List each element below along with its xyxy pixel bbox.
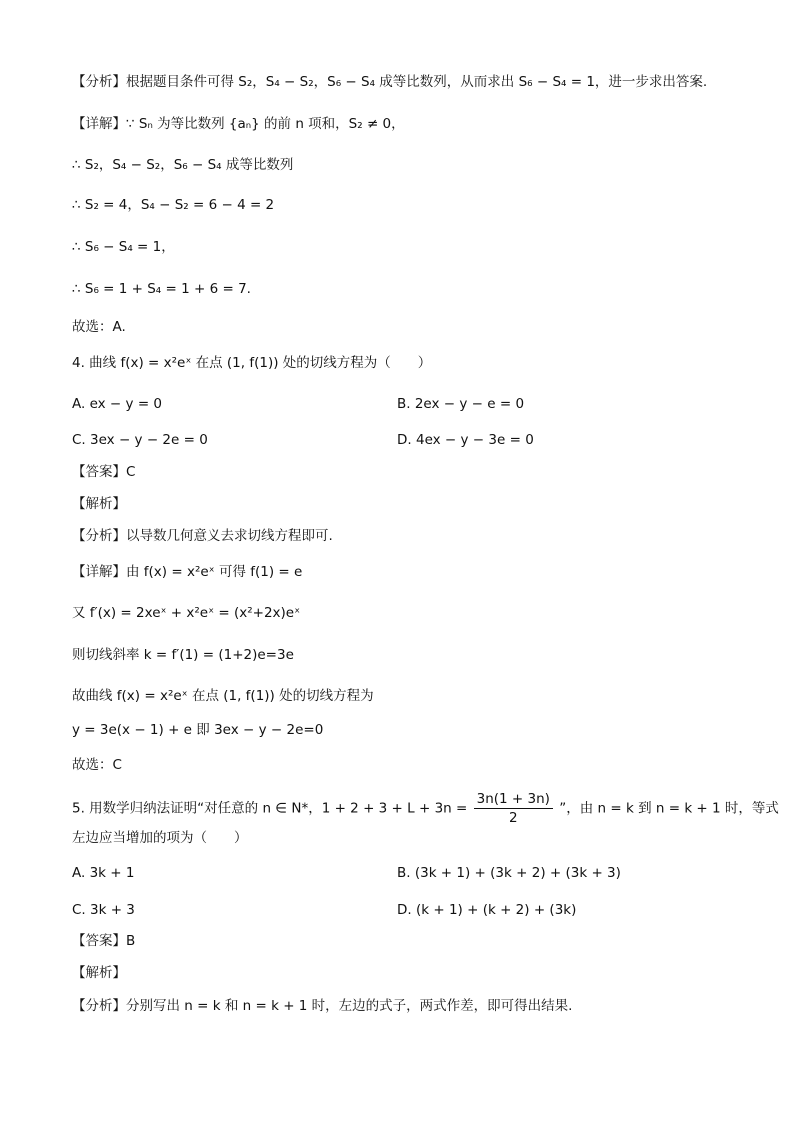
fraction-numerator: 3n(1 + 3n) <box>474 790 553 809</box>
answer-label: 【答案】B <box>72 933 136 949</box>
step-line: ∴ S₆ = 1 + S₄ = 1 + 6 = 7. <box>72 281 251 297</box>
option-c: C. 3k + 3 <box>72 902 135 918</box>
option-a: A. 3k + 1 <box>72 865 135 881</box>
option-b: B. (3k + 1) + (3k + 2) + (3k + 3) <box>397 865 621 881</box>
question-5-stem-cont: 左边应当增加的项为（ ） <box>72 830 248 846</box>
tangent-intro-line: 故曲线 f(x) = x²eˣ 在点 (1, f(1)) 处的切线方程为 <box>72 688 374 704</box>
analysis-text-q4: 【分析】以导数几何意义去求切线方程即可. <box>72 528 333 544</box>
slope-line: 则切线斜率 k = f′(1) = (1+2)e=3e <box>72 647 294 663</box>
question-5-stem-start: 5. 用数学归纳法证明“对任意的 n ∈ N*，1 + 2 + 3 + L + 3n = <box>72 800 468 817</box>
detail-text-q4: 【详解】由 f(x) = x²eˣ 可得 f(1) = e <box>72 564 303 580</box>
analysis-text-q5: 【分析】分别写出 n = k 和 n = k + 1 时，左边的式子，两式作差，即可得出结果. <box>72 998 573 1014</box>
answer-label: 【答案】C <box>72 464 136 480</box>
fraction-denominator: 2 <box>508 810 518 826</box>
answer-choice-line: 故选：A. <box>72 319 126 335</box>
step-line: ∴ S₆ − S₄ = 1， <box>72 239 175 255</box>
analysis-text-q3: 【分析】根据题目条件可得 S₂，S₄ − S₂，S₆ − S₄ 成等比数列，从而求出 S₆ − S₄ = 1，进一步求出答案. <box>72 74 708 90</box>
step-line: ∴ S₂，S₄ − S₂，S₆ − S₄ 成等比数列 <box>72 157 294 173</box>
fraction <box>474 790 553 827</box>
question-5-stem <box>72 790 779 827</box>
solution-label: 【解析】 <box>72 965 126 981</box>
option-c: C. 3ex − y − 2e = 0 <box>72 432 208 448</box>
derivative-line: 又 f′(x) = 2xeˣ + x²eˣ = (x²+2x)eˣ <box>72 605 301 621</box>
step-line: ∴ S₂ = 4，S₄ − S₂ = 6 − 4 = 2 <box>72 197 275 213</box>
option-a: A. ex − y = 0 <box>72 396 163 412</box>
question-5-stem-end: ”，由 n = k 到 n = k + 1 时，等式 <box>559 800 779 817</box>
option-b: B. 2ex − y − e = 0 <box>397 396 525 412</box>
answer-choice-line: 故选：C <box>72 757 122 773</box>
option-d: D. (k + 1) + (k + 2) + (3k) <box>397 902 577 918</box>
option-d: D. 4ex − y − 3e = 0 <box>397 432 534 448</box>
detail-text-q3: 【详解】∵ Sₙ 为等比数列 {aₙ} 的前 n 项和，S₂ ≠ 0， <box>72 116 405 132</box>
tangent-equation-line: y = 3e(x − 1) + e 即 3ex − y − 2e=0 <box>72 722 324 738</box>
solution-label: 【解析】 <box>72 496 126 512</box>
question-4-stem: 4. 曲线 f(x) = x²eˣ 在点 (1, f(1)) 处的切线方程为（ ） <box>72 355 432 371</box>
